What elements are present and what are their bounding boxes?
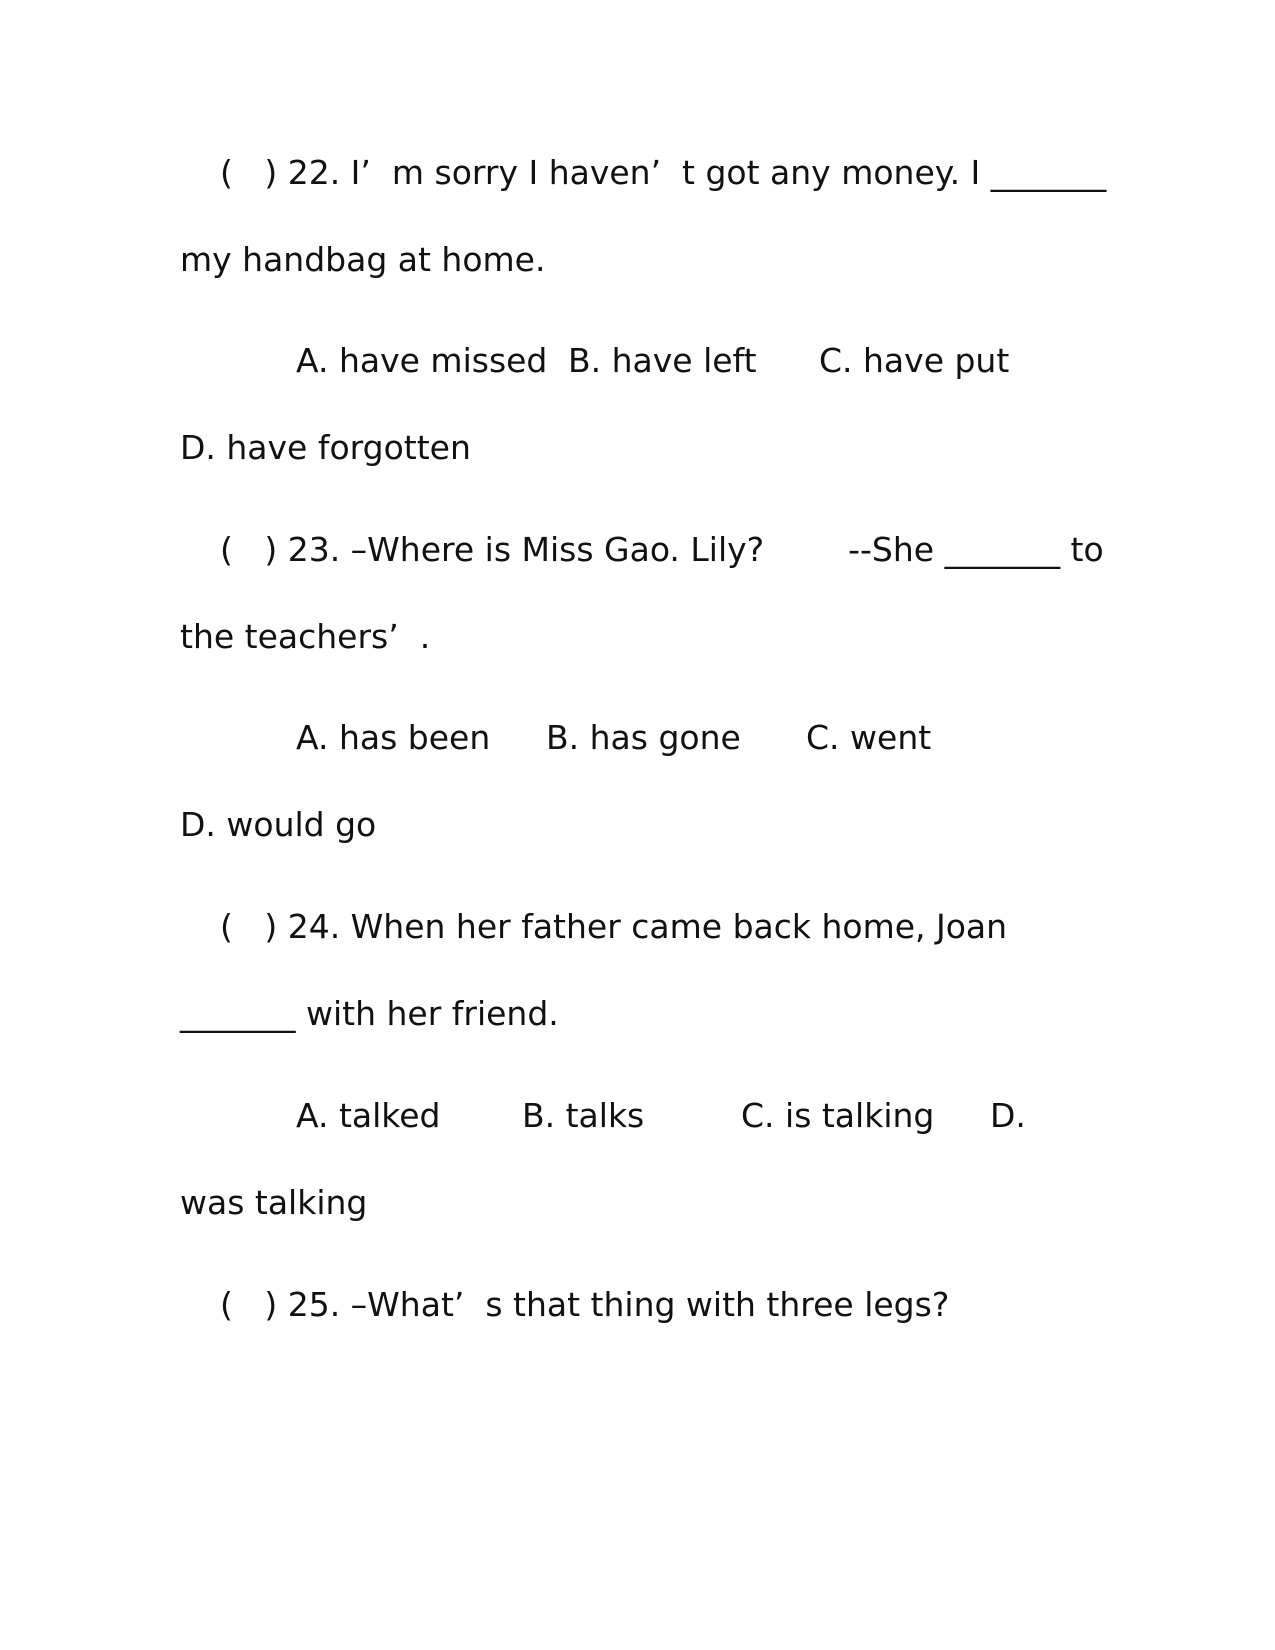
question-23-option-d: D. would go — [180, 805, 377, 844]
question-24-line-2: _______ with her friend. — [180, 994, 559, 1033]
question-24-option-d-label: D. — [990, 1096, 1026, 1135]
question-23-option-b: B. has gone — [546, 718, 741, 757]
question-24-option-a: A. talked — [296, 1096, 441, 1135]
question-23-line-1: ( ) 23. –Where is Miss Gao. Lily? --She _______ to — [220, 530, 1104, 569]
question-24-line-1: ( ) 24. When her father came back home, Joan — [220, 907, 1008, 946]
question-23-option-a: A. has been — [296, 718, 491, 757]
question-24-option-c: C. is talking — [741, 1096, 935, 1135]
question-22-option-c: C. have put — [819, 341, 1010, 380]
question-24-option-b: B. talks — [522, 1096, 645, 1135]
question-22-option-a: A. have missed — [296, 341, 548, 380]
question-24-option-d-text: was talking — [180, 1183, 368, 1222]
question-25-line-1: ( ) 25. –What’ s that thing with three legs? — [220, 1285, 950, 1324]
question-22-option-b: B. have left — [568, 341, 757, 380]
question-22-line-1: ( ) 22. I’ m sorry I haven’ t got any money. I _______ — [220, 153, 1107, 192]
question-22-line-2: my handbag at home. — [180, 240, 546, 279]
question-23-line-2: the teachers’ . — [180, 617, 431, 656]
question-22-option-d: D. have forgotten — [180, 428, 471, 467]
question-23-option-c: C. went — [806, 718, 932, 757]
